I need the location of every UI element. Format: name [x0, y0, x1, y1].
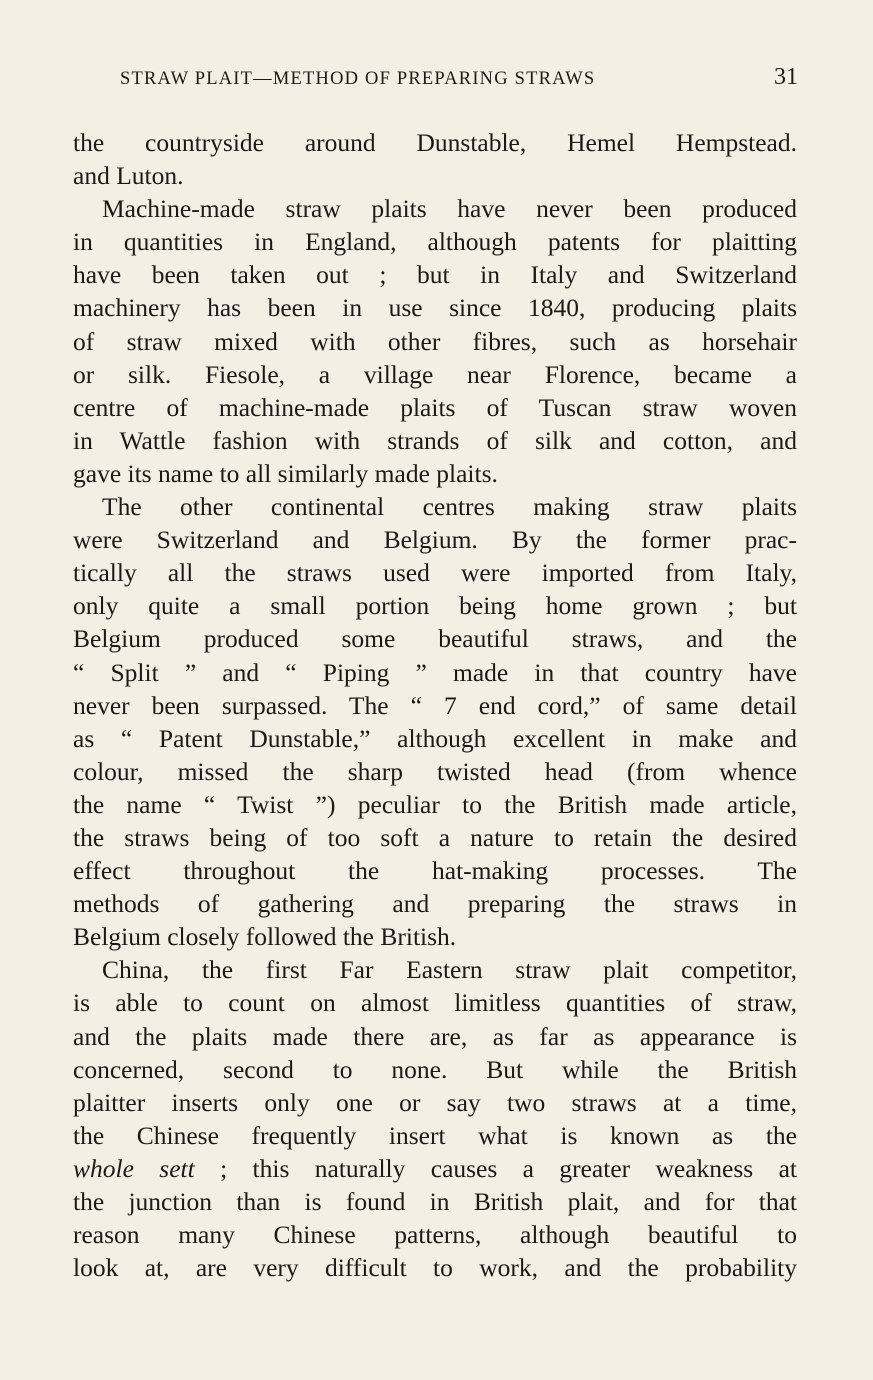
text-line: have been taken out ; but in Italy and Switzerland — [73, 260, 797, 290]
text-line: the countryside around Dunstable, Hemel Hempstead. — [73, 128, 797, 157]
page-number: 31 — [774, 64, 798, 90]
text-line: as “ Patent Dunstable,” although excellent in make and — [73, 723, 797, 753]
text-line: effect throughout the hat-making processes. The — [73, 856, 797, 886]
text-line: The other continental centres making straw plaits — [102, 492, 797, 522]
text-line: colour, missed the sharp twisted head (from whence — [73, 756, 797, 786]
text-line: were Switzerland and Belgium. By the former prac- — [73, 525, 797, 555]
text-line: of straw mixed with other fibres, such as horsehair — [73, 326, 797, 356]
text-line: tically all the straws used were imported from Italy, — [73, 558, 797, 588]
text-line: methods of gathering and preparing the straws in — [73, 889, 797, 919]
text-line: the Chinese frequently insert what is known as the — [73, 1120, 797, 1150]
text-line: gave its name to all similarly made plaits. — [73, 458, 498, 488]
header-title: STRAW PLAIT—METHOD OF PREPARING STRAWS — [120, 69, 596, 89]
text-line: concerned, second to none. But while the British — [73, 1054, 797, 1084]
text-line: the straws being of too soft a nature to retain the desired — [73, 822, 797, 852]
text-line: never been surpassed. The “ 7 end cord,” of same detail — [73, 690, 797, 720]
text-line: only quite a small portion being home grown ; but — [73, 591, 797, 621]
text-line-rest: ; this naturally causes a greater weakness at — [194, 1153, 797, 1183]
text-line: Belgium produced some beautiful straws, and the — [73, 624, 797, 654]
text-line: look at, are very difficult to work, and the probability — [73, 1253, 797, 1283]
running-header — [120, 64, 798, 96]
text-line: Machine-made straw plaits have never been produced — [102, 194, 797, 224]
text-line: “ Split ” and “ Piping ” made in that country have — [73, 657, 797, 687]
text-line: and Luton. — [73, 161, 184, 191]
text-line: in Wattle fashion with strands of silk and cotton, and — [73, 425, 797, 455]
text-line: Belgium closely followed the British. — [73, 922, 457, 952]
text-line: and the plaits made there are, as far as appearance is — [73, 1021, 797, 1051]
text-line: is able to count on almost limitless quantities of straw, — [73, 988, 797, 1018]
text-line: centre of machine-made plaits of Tuscan straw woven — [73, 392, 797, 422]
body-text — [73, 126, 797, 1284]
text-line: in quantities in England, although patents for plaitting — [73, 227, 797, 257]
text-line: the name “ Twist ”) peculiar to the British made article, — [73, 789, 797, 819]
text-line: plaitter inserts only one or say two straws at a time, — [73, 1087, 797, 1117]
text-line: or silk. Fiesole, a village near Florence, became a — [73, 359, 797, 389]
text-line: China, the first Far Eastern straw plait competitor, — [102, 955, 797, 985]
text-line: the junction than is found in British plait, and for that — [73, 1187, 797, 1216]
text-line: machinery has been in use since 1840, producing plaits — [73, 293, 797, 323]
text-line: reason many Chinese patterns, although beautiful to — [73, 1220, 797, 1250]
text-line — [73, 1152, 797, 1185]
italic-term: whole sett — [73, 1153, 195, 1183]
